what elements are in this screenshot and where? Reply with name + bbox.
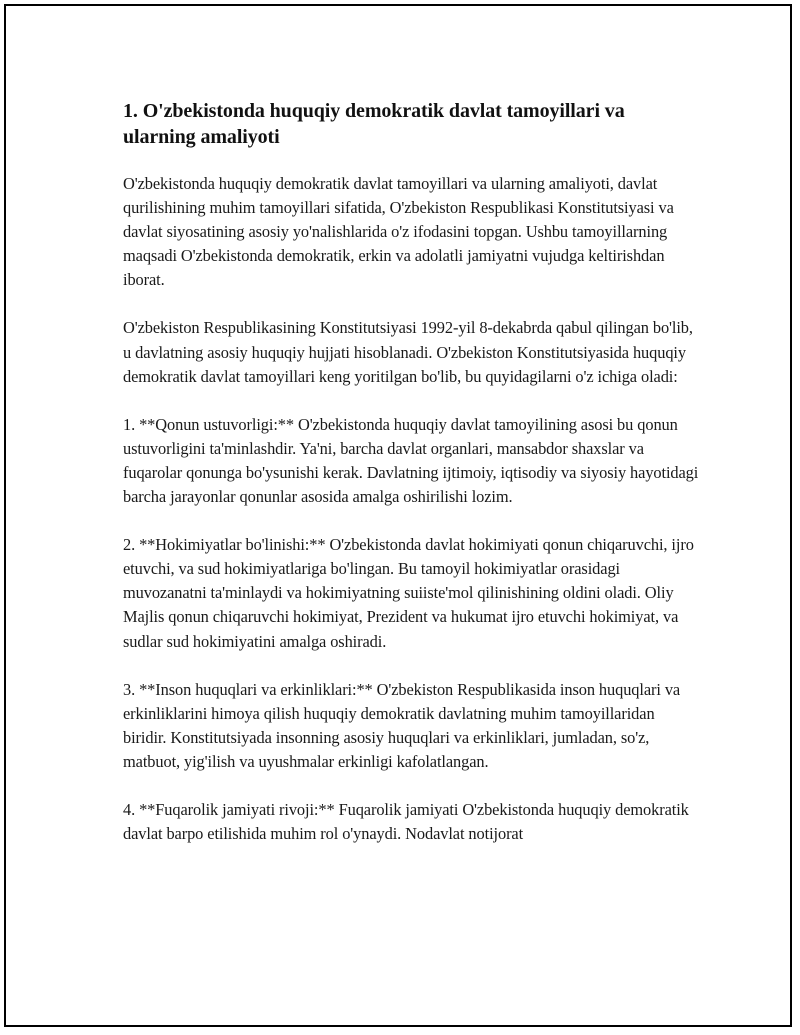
paragraph-separation-of-powers: 2. **Hokimiyatlar bo'linishi:** O'zbekistonda davlat hokimiyati qonun chiqaruvchi, ijro etuvchi, va sud hokimiyatlariga bo'lingan. Bu tamoyil hokimiyatlar orasidagi muvozanatni ta'minlaydi va hokimiyatning suiiste'mol qilinishining oldini oladi. Oliy Majlis qonun chiqaruvchi hokimiyat, Prezident va hukumat ijro etuvchi hokimiyat, va sudlar sud hokimiyatini amalga oshiradi. [123, 535, 694, 651]
paragraph-intro: O'zbekistonda huquqiy demokratik davlat tamoyillari va ularning amaliyoti, davlat qurilishining muhim tamoyillari sifatida, O'zbekiston Respublikasi Konstitutsiyasi va davlat siyosatining asosiy yo'nalishlarida o'z ifodasini topgan. Ushbu tamoyillarning maqsadi O'zbekistonda demokratik, erkin va adolatli jamiyatni vujudga keltirishdan iborat. [123, 174, 674, 290]
paragraph-constitution: O'zbekiston Respublikasining Konstitutsiyasi 1992-yil 8-dekabrda qabul qilingan bo'lib, u davlatning asosiy huquqiy hujjati hisoblanadi. O'zbekiston Konstitutsiyasida huquqiy demokratik davlat tamoyillari keng yoritilgan bo'lib, bu quyidagilarni o'z ichiga oladi: [123, 318, 693, 386]
paragraph-civil-society: 4. **Fuqarolik jamiyati rivoji:** Fuqarolik jamiyati O'zbekistonda huquqiy demokratik davlat barpo etilishida muhim rol o'ynaydi. Nodavlat notijorat [123, 799, 689, 844]
document-body [123, 98, 701, 870]
document-title: 1. O'zbekistonda huquqiy demokratik davlat tamoyillari va ularning amaliyoti [123, 100, 625, 148]
page-frame [4, 4, 792, 1027]
paragraph-rule-of-law: 1. **Qonun ustuvorligi:** O'zbekistonda huquqiy davlat tamoyilining asosi bu qonun ustuvorligini ta'minlashdir. Ya'ni, barcha davlat organlari, mansabdor shaxslar va fuqarolar qonunga bo'ysunishi kerak. Davlatning ijtimoiy, iqtisodiy va siyosiy hayotidagi barcha jarayonlar qonunlar asosida amalga oshirilishi lozim. [123, 414, 699, 507]
paragraph-human-rights: 3. **Inson huquqlari va erkinliklari:** O'zbekiston Respublikasida inson huquqlari va erkinliklarini himoya qilish huquqiy demokratik davlatning muhim tamoyillaridan biridir. Konstitutsiyada insonning asosiy huquqlari va erkinliklari, jumladan, so'z, matbuot, yig'ilish va uyushmalar erkinligi kafolatlangan. [123, 679, 681, 771]
